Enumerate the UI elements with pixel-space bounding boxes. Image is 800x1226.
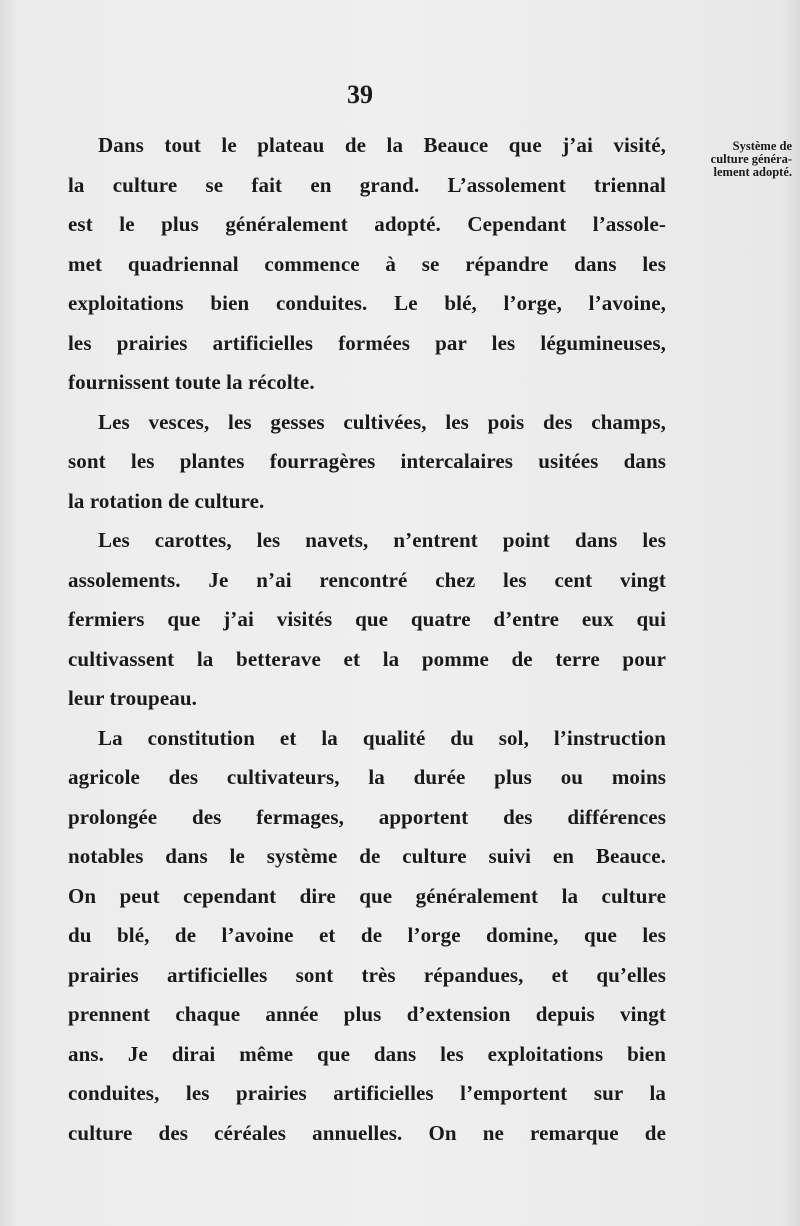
text-line: La constitution et la qualité du sol, l’instruction: [98, 725, 666, 750]
text-line: culture des céréales annuelles. On ne remarque de: [68, 1120, 666, 1145]
margin-note: [674, 140, 792, 179]
text-line: notables dans le système de culture suivi en Beauce.: [68, 844, 666, 868]
text-line: leur troupeau.: [68, 686, 197, 710]
text-line: la culture se fait en grand. L’assolement triennal: [68, 172, 666, 197]
text-line: est le plus généralement adopté. Cependant l’assole-: [68, 212, 666, 236]
margin-note-line: lement adopté.: [713, 165, 792, 179]
text-line: prairies artificielles sont très répandues, et qu’elles: [68, 962, 666, 987]
text-line: cultivassent la betterave et la pomme de terre pour: [68, 646, 666, 671]
text-line: prolongée des fermages, apportent des différences: [68, 804, 666, 829]
text-line: agricole des cultivateurs, la durée plus ou moins: [68, 765, 666, 789]
text-line: fermiers que j’ai visités que quatre d’entre eux qui: [68, 607, 666, 631]
text-line: exploitations bien conduites. Le blé, l’orge, l’avoine,: [68, 291, 666, 315]
text-line: fournissent toute la récolte.: [68, 370, 315, 394]
text-line: ans. Je dirai même que dans les exploitations bien: [68, 1041, 666, 1066]
text-line: met quadriennal commence à se répandre dans les: [68, 251, 666, 276]
text-line: assolements. Je n’ai rencontré chez les cent vingt: [68, 567, 666, 592]
text-line: Dans tout le plateau de la Beauce que j’ai visité,: [98, 133, 666, 157]
text-line: Les vesces, les gesses cultivées, les pois des champs,: [98, 409, 666, 434]
margin-note-line: culture généra-: [710, 152, 792, 166]
text-line: On peut cependant dire que généralement la culture: [68, 883, 666, 908]
text-line: du blé, de l’avoine et de l’orge domine, que les: [68, 923, 666, 947]
text-line: prennent chaque année plus d’extension depuis vingt: [68, 1002, 666, 1026]
text-line: les prairies artificielles formées par les légumineuses,: [68, 330, 666, 355]
margin-note-line: Système de: [732, 139, 792, 153]
text-line: la rotation de culture.: [68, 488, 265, 513]
text-line: Les carottes, les navets, n’entrent point dans les: [98, 528, 666, 552]
body-text: [68, 126, 666, 1153]
page-number: 39: [347, 80, 373, 109]
text-line: conduites, les prairies artificielles l’emportent sur la: [68, 1081, 666, 1105]
text-line: sont les plantes fourragères intercalaires usitées dans: [68, 449, 666, 473]
